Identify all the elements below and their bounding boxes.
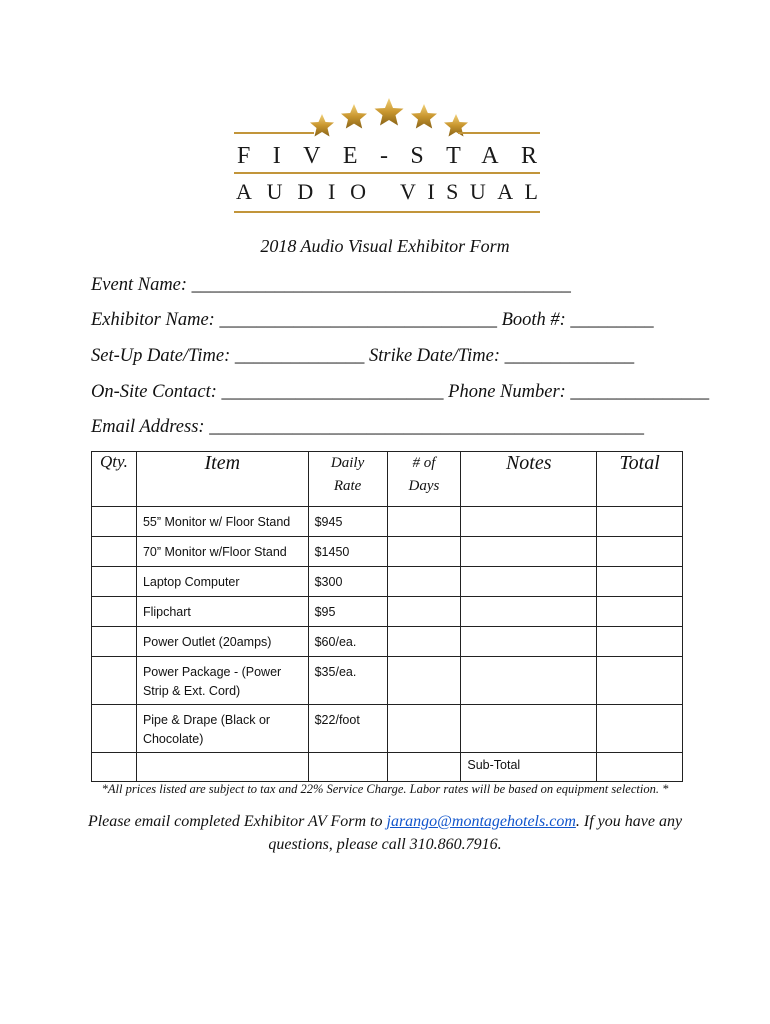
brand-five-star-text: FIVE-STAR	[237, 143, 537, 169]
total-cell[interactable]	[597, 597, 683, 627]
days-cell[interactable]	[387, 537, 461, 567]
header-days-line1: # of	[412, 455, 436, 471]
brand-audio-text: AUDIO	[236, 179, 366, 204]
total-cell[interactable]	[597, 537, 683, 567]
days-cell[interactable]	[387, 627, 461, 657]
table-row	[92, 567, 683, 597]
days-cell[interactable]	[387, 597, 461, 627]
logo-rule-bottom	[234, 211, 540, 213]
logo-rule-left	[234, 132, 314, 134]
logo-brand-line2-text	[234, 176, 540, 206]
header-qty: Qty.	[92, 452, 137, 507]
contact-email-link[interactable]: jarango@montagehotels.com	[386, 813, 576, 830]
header-days	[387, 452, 461, 507]
days-cell[interactable]	[387, 507, 461, 537]
total-cell[interactable]	[597, 627, 683, 657]
form-title: 2018 Audio Visual Exhibitor Form	[260, 236, 510, 256]
table-row	[92, 507, 683, 537]
strike-date-field[interactable]: Strike Date/Time: ______________	[369, 346, 635, 366]
logo-rule-middle	[234, 172, 540, 174]
rate-cell: $35/ea.	[308, 657, 387, 705]
rate-cell: $945	[308, 507, 387, 537]
days-cell[interactable]	[387, 705, 461, 753]
rate-cell: $300	[308, 567, 387, 597]
closing-text-after-email: . If you have any	[575, 813, 683, 830]
subtotal-label: Sub-Total	[467, 758, 521, 772]
table-row	[92, 537, 683, 567]
star-icon	[341, 104, 367, 129]
rate-cell	[308, 753, 387, 782]
table-row	[92, 657, 683, 705]
item-cell: 70” Monitor w/Floor Stand	[136, 537, 308, 567]
table-header-row	[92, 452, 683, 507]
logo-brand-line1-text	[234, 140, 540, 170]
notes-cell[interactable]	[461, 507, 597, 537]
item-cell: 55” Monitor w/ Floor Stand	[136, 507, 308, 537]
rate-cell: $95	[308, 597, 387, 627]
pricing-footnote: *All prices listed are subject to tax and 22% Service Charge. Labor rates will be based on equipment selection. *	[101, 782, 669, 796]
header-item: Item	[136, 452, 308, 507]
five-star-audiovisual-logo	[228, 96, 546, 218]
qty-cell[interactable]	[92, 567, 137, 597]
header-daily-rate	[308, 452, 387, 507]
rate-cell: $1450	[308, 537, 387, 567]
subtotal-label-cell	[461, 753, 597, 782]
star-icon	[411, 104, 437, 129]
notes-cell[interactable]	[461, 657, 597, 705]
days-cell	[387, 753, 461, 782]
total-cell[interactable]	[597, 657, 683, 705]
days-cell[interactable]	[387, 567, 461, 597]
setup-date-field[interactable]: Set-Up Date/Time: ______________	[91, 346, 365, 366]
closing-text-before-email: Please email completed Exhibitor AV Form to	[87, 813, 387, 830]
notes-cell[interactable]	[461, 597, 597, 627]
qty-cell[interactable]	[92, 705, 137, 753]
item-cell: Laptop Computer	[136, 567, 308, 597]
item-cell: Power Package - (Power Strip & Ext. Cord)	[136, 657, 308, 705]
item-cell: Power Outlet (20amps)	[136, 627, 308, 657]
closing-line1	[0, 810, 770, 833]
subtotal-row	[92, 753, 683, 782]
header-daily-rate-line1: Daily	[330, 455, 365, 471]
exhibitor-name-field[interactable]: Exhibitor Name: ______________________________	[91, 310, 497, 330]
exhibitor-name-row	[91, 310, 654, 331]
logo-brand-line1	[234, 140, 540, 170]
header-notes: Notes	[461, 452, 597, 507]
total-cell[interactable]	[597, 507, 683, 537]
closing-line2: questions, please call 310.860.7916.	[268, 836, 502, 853]
table-row	[92, 705, 683, 753]
qty-cell	[92, 753, 137, 782]
item-cell: Flipchart	[136, 597, 308, 627]
header-total: Total	[597, 452, 683, 507]
rate-cell: $60/ea.	[308, 627, 387, 657]
notes-cell[interactable]	[461, 705, 597, 753]
dates-row	[91, 346, 634, 367]
total-cell[interactable]	[597, 567, 683, 597]
onsite-contact-field[interactable]: On-Site Contact: ________________________	[91, 382, 444, 402]
days-cell[interactable]	[387, 657, 461, 705]
qty-cell[interactable]	[92, 597, 137, 627]
notes-cell[interactable]	[461, 537, 597, 567]
qty-cell[interactable]	[92, 507, 137, 537]
brand-visual-text: VISUAL	[400, 179, 538, 204]
subtotal-value-cell[interactable]	[597, 753, 683, 782]
phone-number-field[interactable]: Phone Number: _______________	[448, 382, 710, 402]
logo-rule-right	[458, 132, 540, 134]
star-icon	[375, 98, 404, 126]
equipment-table	[91, 451, 683, 782]
notes-cell[interactable]	[461, 567, 597, 597]
total-cell[interactable]	[597, 705, 683, 753]
item-cell	[136, 753, 308, 782]
booth-field[interactable]: Booth #: _________	[501, 310, 654, 330]
item-cell: Pipe & Drape (Black or Chocolate)	[136, 705, 308, 753]
header-days-line2: Days	[408, 478, 440, 494]
notes-cell[interactable]	[461, 627, 597, 657]
rate-cell: $22/foot	[308, 705, 387, 753]
closing-instructions	[0, 810, 770, 856]
header-daily-rate-line2: Rate	[333, 478, 362, 494]
qty-cell[interactable]	[92, 537, 137, 567]
email-address-field[interactable]: Email Address: _______________________________________________	[91, 417, 644, 437]
qty-cell[interactable]	[92, 627, 137, 657]
five-stars-icon	[304, 96, 474, 142]
table-row	[92, 627, 683, 657]
event-name-field[interactable]: Event Name: _________________________________________	[91, 275, 571, 295]
table-row	[92, 597, 683, 627]
contact-row	[91, 382, 709, 403]
logo-brand-line2	[234, 176, 540, 206]
qty-cell[interactable]	[92, 657, 137, 705]
